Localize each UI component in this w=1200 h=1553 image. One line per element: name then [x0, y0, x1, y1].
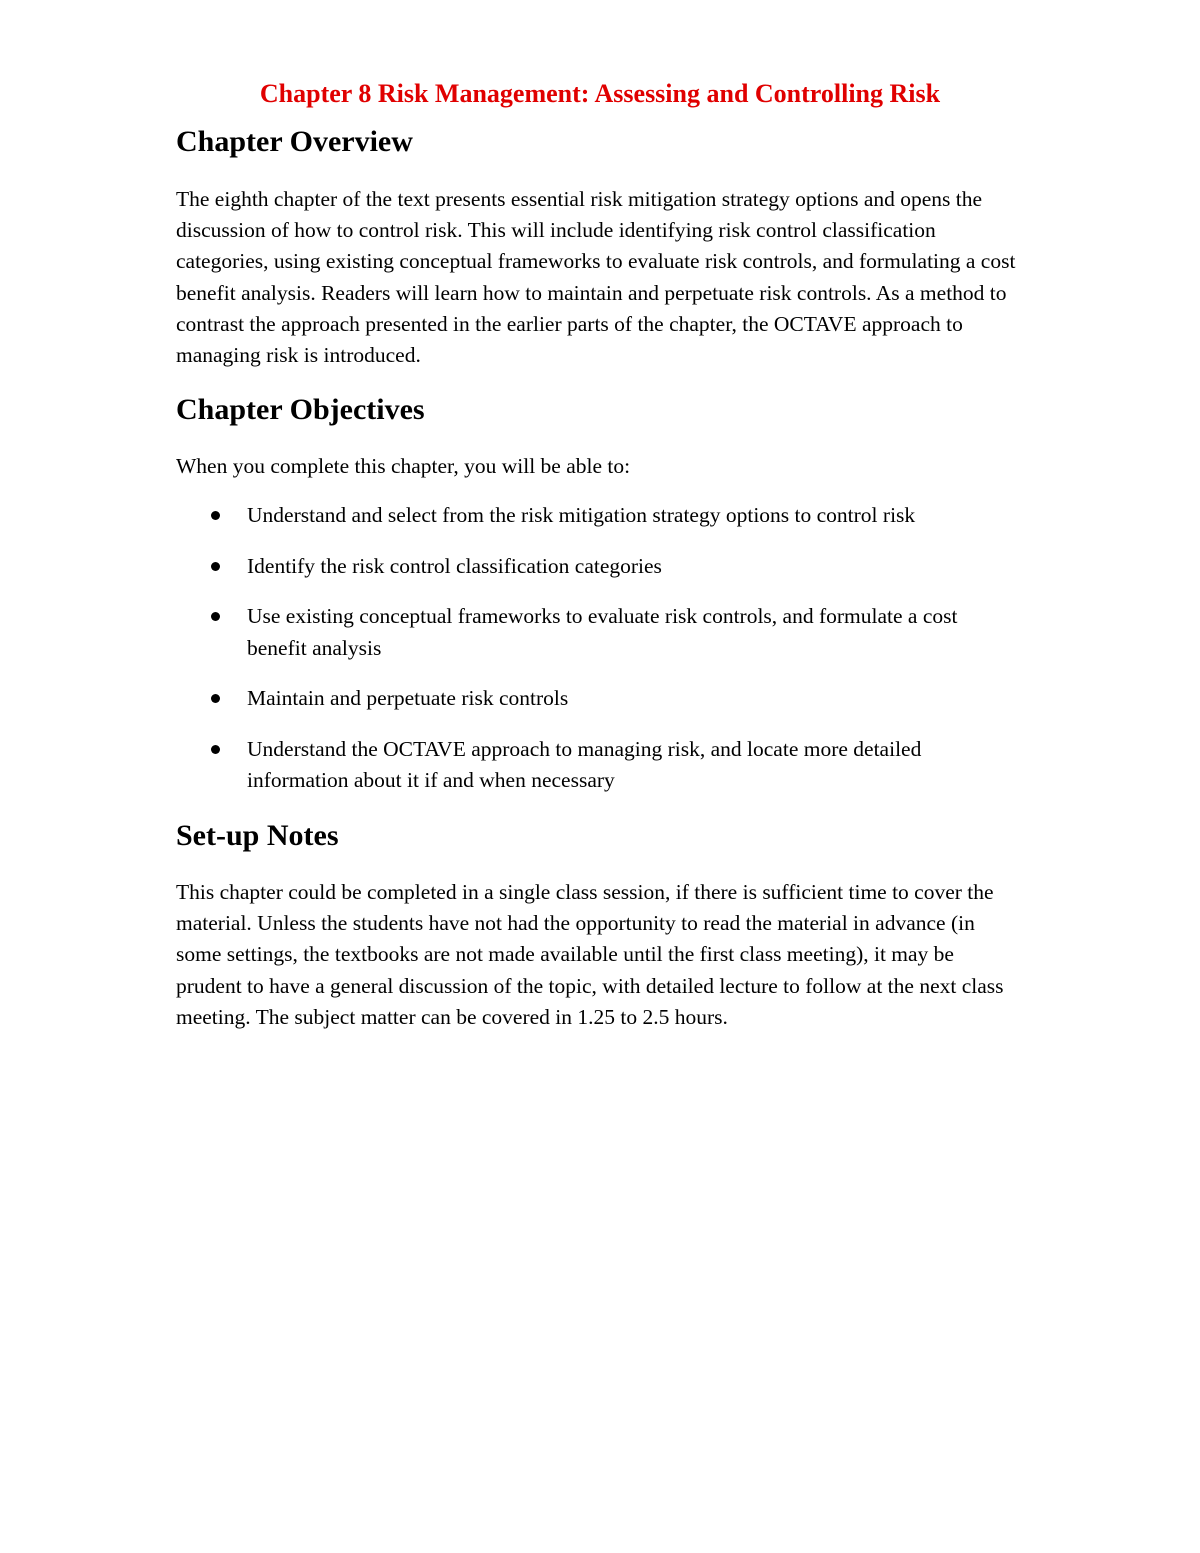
bullet-icon	[211, 511, 220, 520]
list-item-text: Use existing conceptual frameworks to evaluate risk controls, and formulate a cost benefit analysis	[247, 604, 958, 660]
list-item-text: Understand and select from the risk mitigation strategy options to control risk	[247, 503, 916, 527]
overview-heading: Chapter Overview	[176, 125, 413, 158]
bullet-icon	[211, 562, 220, 571]
list-item	[176, 601, 1016, 663]
list-item	[176, 500, 1016, 531]
objectives-list	[176, 500, 1016, 816]
setup-paragraph: This chapter could be completed in a single class session, if there is sufficient time to cover the material. Unless the students have not had the opportunity to read the material in advance (in some settings, the textbooks are not made available until the first class meeting), it may be prudent to have a general discussion of the topic, with detailed lecture to follow at the next class meeting. The subject matter can be covered in 1.25 to 2.5 hours.	[176, 880, 1004, 1029]
list-item	[176, 683, 1016, 714]
bullet-icon	[211, 745, 220, 754]
objectives-intro: When you complete this chapter, you will be able to:	[176, 454, 631, 478]
list-item-text: Identify the risk control classification categories	[247, 553, 662, 578]
setup-heading: Set-up Notes	[176, 819, 339, 852]
list-item-text: Maintain and perpetuate risk controls	[247, 686, 569, 711]
document-title: Chapter 8 Risk Management: Assessing and Controlling Risk	[259, 79, 941, 108]
list-item	[176, 734, 1016, 796]
list-item	[176, 551, 1016, 582]
objectives-heading: Chapter Objectives	[176, 393, 425, 426]
overview-paragraph: The eighth chapter of the text presents essential risk mitigation strategy options and opens the discussion of how to control risk. This will include identifying risk control classification categories, using existing conceptual frameworks to evaluate risk controls, and formulating a cost benefit analysis. Readers will learn how to maintain and perpetuate risk controls. As a method to contrast the approach presented in the earlier parts of the chapter, the OCTAVE approach to managing risk is introduced.	[176, 187, 1016, 368]
list-item-text: Understand the OCTAVE approach to managing risk, and locate more detailed information about it if and when necessary	[247, 737, 922, 793]
bullet-icon	[211, 612, 220, 621]
bullet-icon	[211, 694, 220, 703]
